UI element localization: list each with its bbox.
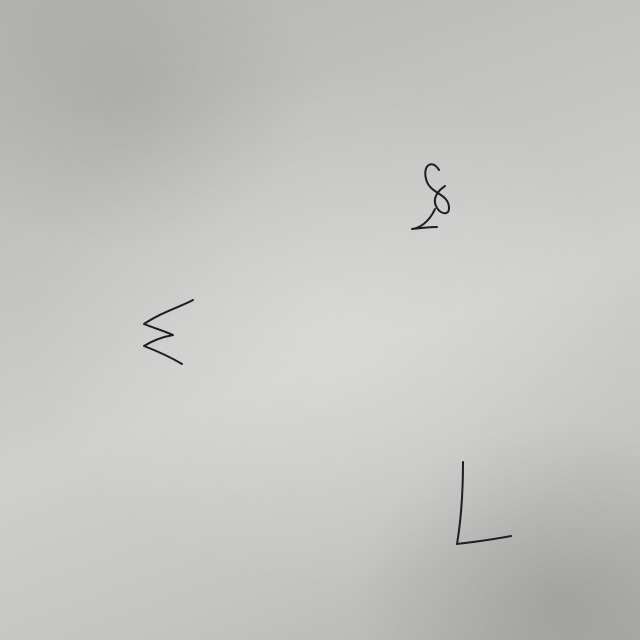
glyph-eight-text	[0, 0, 1, 1]
glyph-epsilon-text	[0, 0, 1, 1]
glyph-letter-l-text	[0, 0, 1, 1]
handwritten-letter-l	[445, 450, 525, 560]
handwritten-epsilon	[130, 290, 210, 380]
handwritten-eight	[405, 150, 465, 240]
